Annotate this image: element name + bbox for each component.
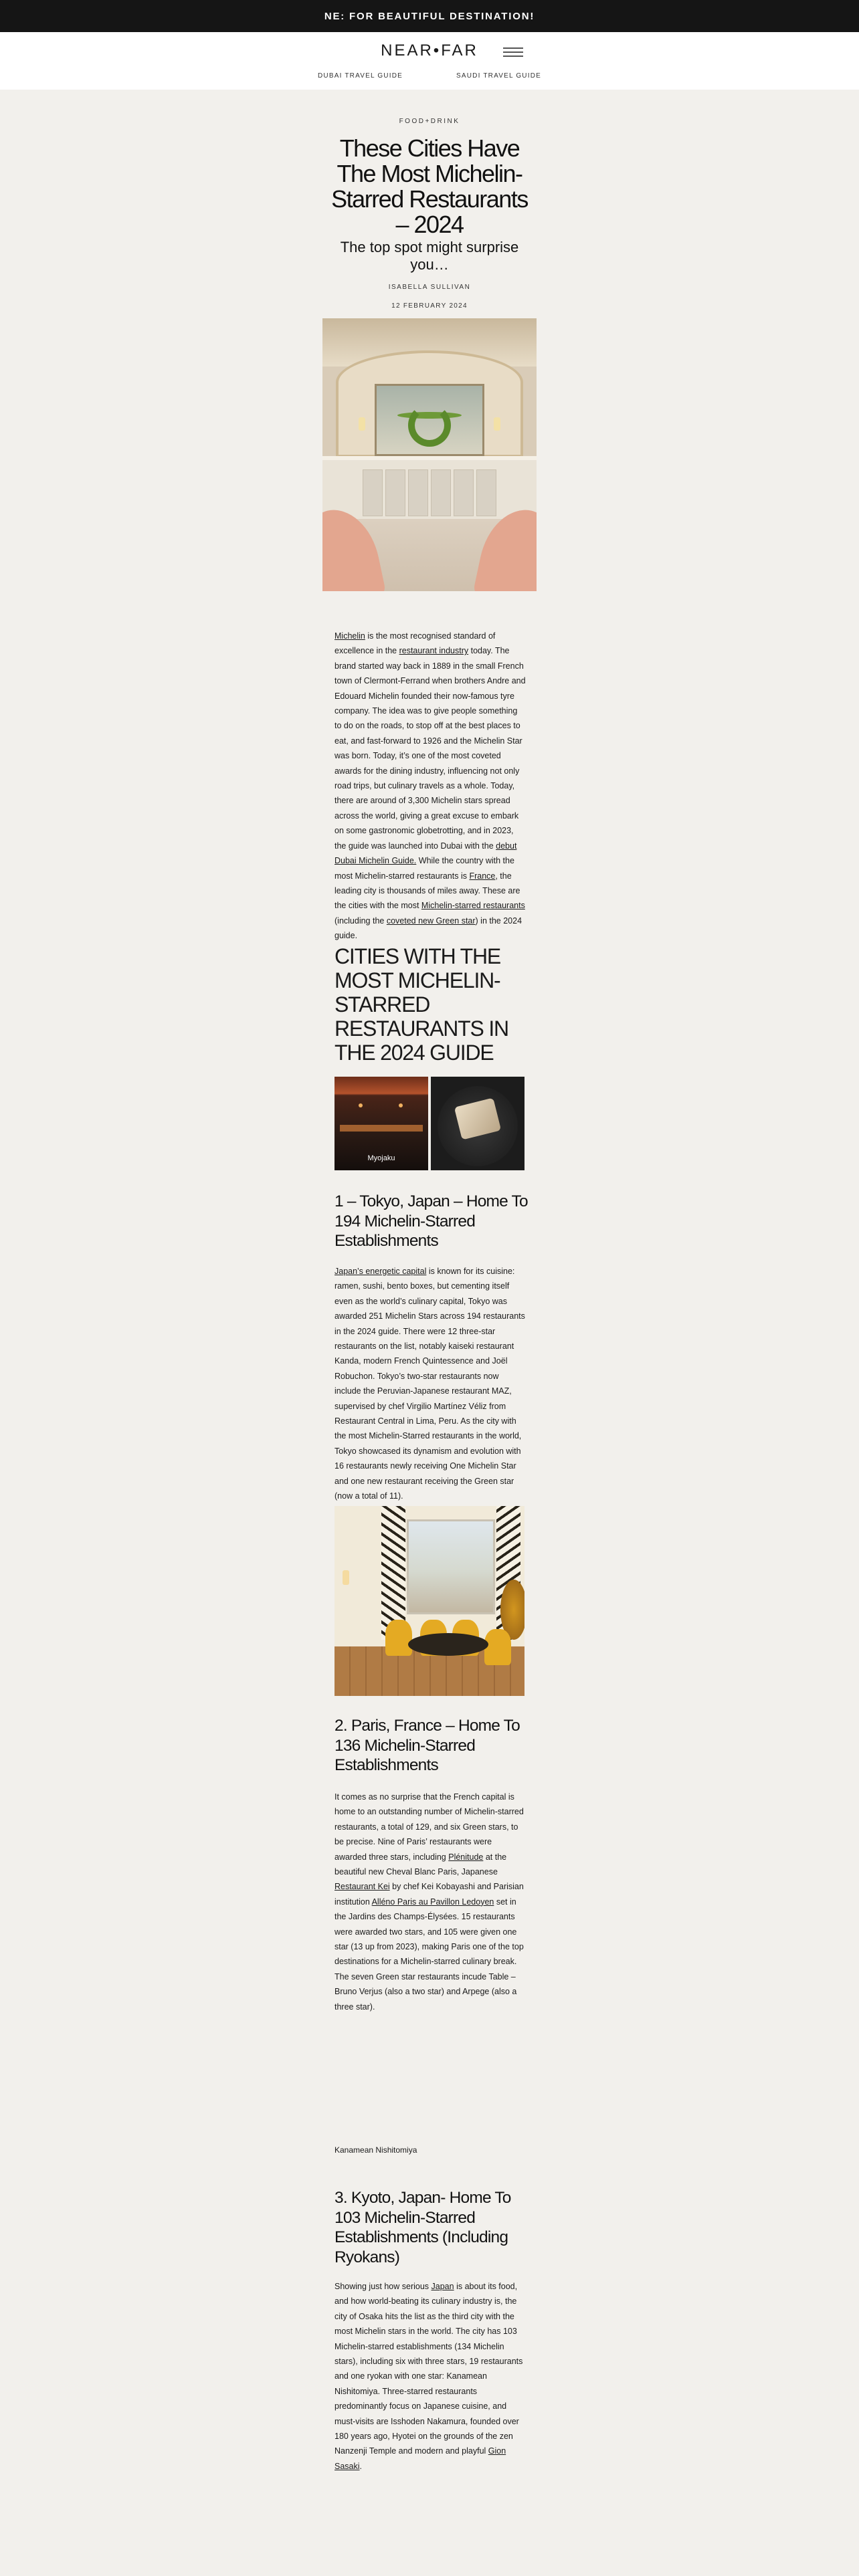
link-debut-dubai-michelin-guide[interactable]: debut Dubai Michelin Guide. [335,841,517,866]
link-restaurant-industry[interactable]: restaurant industry [399,646,469,656]
hamburger-menu-icon[interactable] [503,47,523,58]
article-title: These Cities Have The Most Michelin-Starred Restaurants – 2024 [331,134,528,238]
kyoto-paragraph: Showing just how serious Japan is about its food, and how world-beating its culinary industry is, the city of Osaka hits the list as the third city with the most Michelin stars in the world. The city has 103 Michelin-starred establishments (134 Michelin stars), including six with three stars, 19 restaurants and one ryokan with one star: Kanamean Nishitomiya. Three-starred restaurants predominantly focus on Japanese cuisine, and must-visits are Isshoden Nakamura, founded over 180 years ago, Hyotei on the grounds of the zen Nanzenji Temple and modern and playful Gion Sasaki. [335,2282,523,2471]
article-date: 12 FEBRUARY 2024 [391,302,468,310]
link-alleno-paris[interactable]: Alléno Paris au Pavillon Ledoyen [371,1897,494,1907]
tokyo-paragraph: Japan’s energetic capital is known for its cuisine: ramen, sushi, bento boxes, but cementing itself even as the world’s culinary capital, Tokyo was awarded 251 Michelin Stars across 194 restaurants in the 2024 guide. There were 12 three-star restaurants on the list, notably kaiseki restaurant Kanda, modern French Quintessence and Joël Robuchon. Tokyo’s two-star restaurants now include the Peruvian-Japanese restaurant MAZ, supervised by chef Virgilio Martínez Véliz from Restaurant Central in Lima, Peru. As the city with the most Michelin-Starred restaurants in the world, Tokyo showcased its dynamism and evolution with 16 restaurants newly receiving One Michelin Star and one new restaurant receiving the Green star (now a total of 11). [335,1267,525,1501]
intro-paragraph: Michelin is the most recognised standard of excellence in the restaurant industry today. The brand started way back in 1889 in the small French town of Clermont-Ferrand when brothers Andre and Edouard Michelin founded their now-famous tyre company. The idea was to give people something to do on the roads, to stop off at the best places to eat, and fast-forward to 1926 and the Michelin Star was born. Today, it’s one of the most coveted awards for the dining industry, influencing not only road trips, but culinary travels as a whole. Today, there are around of 3,300 Michelin stars spread across the world, giving a great excuse to embark on some gastronomic globetrotting, and in 2023, the guide was launched into Dubai with the debut Dubai Michelin Guide. While the country with the most Michelin-starred restaurants is France, the leading city is thousands of miles away. These are the cities with the most Michelin-starred restaurants (including the coveted new Green star) in the 2024 guide. [335,631,526,941]
site-header [0,32,859,90]
article-subtitle: The top spot might surprise you… [340,239,519,273]
hero-image-restaurant-interior [322,318,537,591]
ticker-text: NE: FOR BEAUTIFUL DESTINATION! [324,10,535,22]
link-michelin[interactable]: Michelin [335,631,365,641]
article-category[interactable]: FOOD+DRINK [399,118,460,125]
announcement-ticker[interactable] [0,0,859,32]
secondary-nav [0,72,859,80]
link-gion-sasaki[interactable]: Gion Sasaki [335,2446,506,2471]
link-japans-energetic-capital[interactable]: Japan’s energetic capital [335,1267,427,1276]
gallery-image-myojaku[interactable] [335,1077,428,1170]
article-author[interactable]: ISABELLA SULLIVAN [388,284,471,291]
gallery-caption: Myojaku [367,1154,395,1162]
heading-kyoto: 3. Kyoto, Japan- Home To 103 Michelin-Starred Establishments (Including Ryokans) [335,2189,511,2266]
heading-paris: 2. Paris, France – Home To 136 Michelin-Starred Establishments [335,1717,520,1774]
heading-tokyo: 1 – Tokyo, Japan – Home To 194 Michelin-Starred Establishments [335,1192,528,1250]
kyoto-image-caption: Kanamean Nishitomiya [335,2145,417,2155]
site-logo[interactable]: NEAR•FAR [381,41,478,60]
nav-link-saudi-travel-guide[interactable]: SAUDI TRAVEL GUIDE [456,72,541,80]
link-plenitude[interactable]: Plénitude [448,1852,484,1862]
link-japan[interactable]: Japan [431,2282,454,2291]
gallery-image-dish[interactable] [431,1077,524,1170]
paris-restaurant-image [335,1506,524,1696]
paris-paragraph: It comes as no surprise that the French capital is home to an outstanding number of Michelin-starred restaurants, a total of 129, and six Green stars, to be precise. Nine of Paris’ restaurants were awarded three stars, including Plénitude at the beautiful new Cheval Blanc Paris, Japanese Restaurant Kei by chef Kei Kobayashi and Parisian institution Alléno Paris au Pavillon Ledoyen set in the Jardins des Champs-Élysées. 15 restaurants were awarded two stars, and 105 were given one star (13 up from 2023), making Paris one of the top destinations for a Michelin-starred culinary break. The seven Green star restaurants incude Table – Bruno Verjus (also a two star) and Arpege (also a three star). [335,1792,524,2012]
link-green-star[interactable]: coveted new Green star [386,916,476,926]
section-heading: CITIES WITH THE MOST MICHELIN-STARRED RESTAURANTS IN THE 2024 GUIDE [335,944,508,1065]
link-michelin-starred-restaurants[interactable]: Michelin-starred restaurants [421,901,525,911]
link-france[interactable]: France [469,871,496,881]
link-restaurant-kei[interactable]: Restaurant Kei [335,1882,390,1892]
nav-link-dubai-travel-guide[interactable]: DUBAI TRAVEL GUIDE [318,72,403,80]
